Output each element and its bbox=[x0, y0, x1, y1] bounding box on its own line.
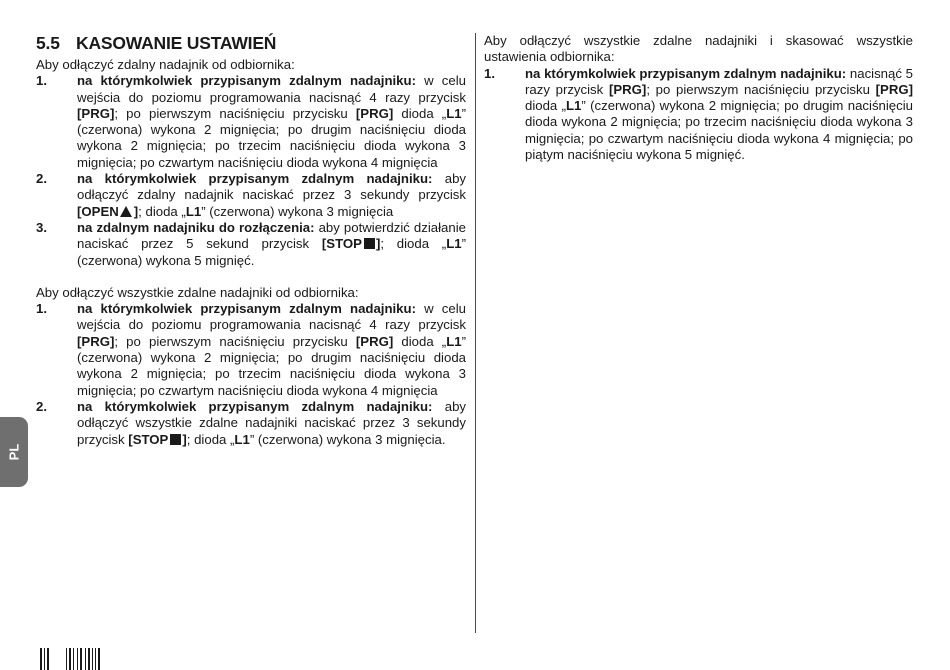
key-bracket: ] bbox=[375, 236, 381, 252]
square-stop-icon bbox=[170, 434, 181, 445]
step-text: aby odłączyć wszystkie zdalne nadajniki naciskać przez 3 sekundy przycisk bbox=[77, 398, 466, 447]
key-prg: [PRG] bbox=[355, 105, 394, 121]
block1-intro: Aby odłączyć zdalny nadajnik od odbiornika: bbox=[36, 57, 295, 72]
step-number: 1. bbox=[36, 301, 47, 317]
step-text: aby odłączyć zdalny nadajnik naciskać przez 3 sekundy przycisk bbox=[77, 171, 466, 203]
step-text: ; po pierwszym naciśnięciu przycisku bbox=[646, 81, 876, 97]
block1-step-2 bbox=[36, 171, 466, 220]
block2-steps bbox=[36, 301, 466, 448]
step-number: 3. bbox=[36, 219, 47, 235]
step-text: ” (czerwona) wykona 2 mignięcia; po drugim naciśnięciu dioda wykona 2 mignięcia; po trzecim naciśnięciu dioda wykona 3 mignięcia; po czwartym naciśnięciu dioda wykona 4 mignięcia bbox=[77, 333, 466, 398]
step-text: ; po pierwszym naciśnięciu przycisku bbox=[114, 105, 356, 121]
step-text: dioda „ bbox=[525, 98, 566, 114]
led-l1: L1 bbox=[446, 105, 462, 121]
key-bracket: ] bbox=[182, 431, 187, 447]
step-label: na którymkolwiek przypisanym zdalnym nadajniku: bbox=[77, 398, 433, 414]
step-text: ; dioda „ bbox=[138, 203, 186, 219]
language-tab-label: PL bbox=[6, 443, 22, 461]
page-marker-bars-icon bbox=[40, 648, 102, 670]
block3-step-1 bbox=[484, 66, 913, 164]
led-l1: L1 bbox=[234, 431, 250, 447]
step-label: na którymkolwiek przypisanym zdalnym nadajniku: bbox=[525, 65, 847, 81]
step-text: ; po pierwszym naciśnięciu przycisku bbox=[114, 333, 356, 349]
block2-step-1 bbox=[36, 301, 466, 399]
step-label: na którymkolwiek przypisanym zdalnym nadajniku: bbox=[77, 73, 416, 89]
step-label: na którymkolwiek przypisanym zdalnym nadajniku: bbox=[77, 171, 433, 187]
column-divider bbox=[475, 33, 476, 633]
step-text: dioda „ bbox=[393, 333, 447, 349]
block1-steps bbox=[36, 73, 466, 269]
led-l1: L1 bbox=[185, 203, 202, 219]
led-l1: L1 bbox=[446, 333, 462, 349]
right-column bbox=[484, 33, 913, 163]
key-open: [OPEN bbox=[77, 203, 119, 219]
paragraph-gap bbox=[36, 269, 466, 285]
step-text: aby potwierdzić działanie naciskać przez 5 sekund przycisk bbox=[77, 219, 466, 252]
key-prg: [PRG] bbox=[875, 81, 913, 97]
step-text: ; dioda „ bbox=[380, 236, 447, 252]
step-number: 2. bbox=[36, 171, 47, 187]
step-text: w celu wejścia do poziomu programowania nacisnąć 4 razy przycisk bbox=[77, 73, 466, 105]
led-l1: L1 bbox=[446, 236, 462, 252]
square-stop-icon bbox=[364, 238, 375, 249]
step-number: 2. bbox=[36, 398, 47, 414]
led-l1: L1 bbox=[566, 98, 582, 114]
triangle-up-icon bbox=[120, 206, 132, 217]
key-prg: [PRG] bbox=[608, 81, 647, 97]
section-heading bbox=[36, 33, 466, 53]
step-label: na zdalnym nadajniku do rozłączenia: bbox=[77, 219, 315, 235]
key-prg: [PRG] bbox=[77, 105, 115, 121]
block3-intro: Aby odłączyć wszystkie zdalne nadajniki i skasować wszystkie ustawienia odbiornika: bbox=[484, 33, 913, 65]
key-prg: [PRG] bbox=[77, 333, 115, 349]
key-stop: [STOP bbox=[128, 431, 169, 447]
step-text: ” (czerwona) wykona 2 mignięcia; po drugim naciśnięciu dioda wykona 2 mignięcia; po trzecim naciśnięciu dioda wykona 3 mignięcia; po czwartym naciśnięciu dioda wykona 4 mignięcia bbox=[77, 105, 466, 170]
step-text: ” (czerwona) wykona 3 mignięcia. bbox=[249, 431, 446, 447]
step-label: na którymkolwiek przypisanym zdalnym nadajniku: bbox=[77, 301, 416, 317]
step-number: 1. bbox=[36, 73, 47, 89]
block1-step-1 bbox=[36, 73, 466, 171]
section-number: 5.5 bbox=[36, 33, 60, 53]
step-text: ” (czerwona) wykona 5 mignięć. bbox=[77, 236, 466, 268]
step-number: 1. bbox=[484, 65, 495, 81]
step-text: nacisnąć 5 razy przycisk bbox=[525, 65, 913, 97]
key-bracket: ] bbox=[133, 203, 139, 219]
step-text: ” (czerwona) wykona 2 mignięcia; po drugim naciśnięciu dioda wykona 2 mignięcia; po trzecim naciśnięciu dioda wykona 3 mignięcia; po czwartym naciśnięciu dioda wykona 4 mignięcia; po piątym naciśnięciu wykona 5 mignięć. bbox=[525, 98, 913, 163]
block1-step-3 bbox=[36, 220, 466, 269]
section-title: KASOWANIE USTAWIEŃ bbox=[76, 33, 277, 53]
step-text: w celu wejścia do poziomu programowania nacisnąć 4 razy przycisk bbox=[77, 301, 466, 333]
language-tab bbox=[0, 417, 28, 487]
step-text: dioda „ bbox=[393, 105, 447, 121]
block2-intro: Aby odłączyć wszystkie zdalne nadajniki od odbiornika: bbox=[36, 284, 359, 300]
left-column bbox=[36, 33, 466, 448]
step-text: ” (czerwona) wykona 3 mignięcia bbox=[201, 203, 394, 219]
key-prg: [PRG] bbox=[355, 333, 394, 349]
key-stop: [STOP bbox=[321, 236, 362, 252]
block2-step-2 bbox=[36, 399, 466, 448]
block3-steps bbox=[484, 66, 913, 164]
step-text: ; dioda „ bbox=[186, 431, 235, 447]
